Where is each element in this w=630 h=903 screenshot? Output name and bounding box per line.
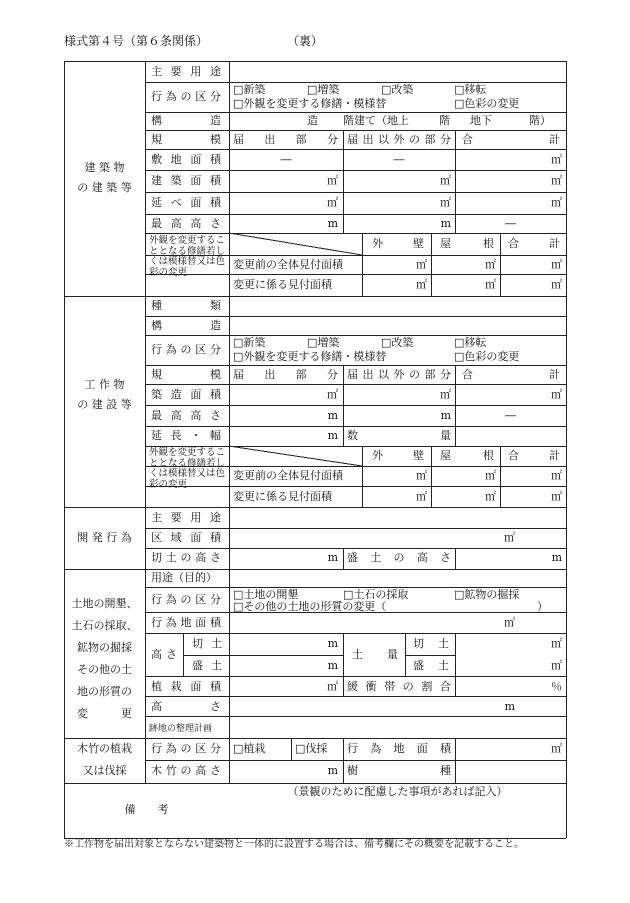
checkbox-cultivation: □土地の開墾 (233, 588, 299, 601)
unit-sqm: ㎡ (440, 196, 451, 209)
unit-m: m (551, 551, 562, 564)
row-label: 行 為 地 面 積 (151, 616, 221, 629)
row-label: 樹 種 (347, 764, 451, 777)
row-label: 高 さ (151, 648, 177, 661)
unit-sqm: ㎡ (551, 278, 562, 291)
unit-m: m (327, 409, 338, 422)
facade-row-label: 変更前の全体見付面積 (233, 258, 343, 271)
column-header: 外 壁 (372, 449, 424, 462)
unit-sqm: ㎡ (485, 258, 496, 271)
row-label: 延 長 ・ 幅 (151, 429, 221, 442)
row-label: 数 量 (347, 429, 451, 442)
column-header: 届 出 以 外 の 部 分 (347, 133, 451, 146)
row-label: 延 べ 面 積 (151, 196, 221, 209)
remarks-label: 備 考 (124, 803, 169, 816)
checkbox-rebuild: □改築 (381, 336, 414, 349)
reverse-side-label: （裏） (287, 34, 324, 48)
checkbox-relocate: □移転 (454, 83, 487, 96)
structure-floors: 階建て（地上 (343, 114, 409, 127)
unit-sqm: ㎡ (551, 174, 562, 187)
checkbox-rebuild: □改築 (381, 83, 414, 96)
unit-sqm: ㎡ (551, 637, 562, 650)
unit-sqm: ㎡ (485, 490, 496, 503)
unit-sqm: ㎡ (551, 258, 562, 271)
column-header: 合 計 (508, 237, 560, 250)
grid-diagonal (229, 233, 362, 255)
unit-m: m (327, 217, 338, 230)
checkbox-new: □新築 (233, 83, 266, 96)
section-label-land: その他の土 (77, 663, 132, 676)
form-number: 様式第４号（第６条関係） (64, 34, 209, 48)
unit-sqm: ㎡ (551, 469, 562, 482)
section-label-land: 地の形質の (77, 685, 132, 698)
grid-diagonal (229, 446, 362, 466)
row-label: 盛 土 (413, 659, 449, 672)
structure-zo: 造 (307, 114, 318, 127)
unit-sqm: ㎡ (416, 490, 427, 503)
dash: ― (505, 409, 516, 422)
column-header: 届 出 部 分 (233, 133, 338, 146)
dash: ― (505, 217, 516, 230)
section-label-trees: 木竹の植栽 (77, 742, 132, 755)
row-label: 高 さ (151, 700, 221, 713)
unit-sqm: ㎡ (504, 531, 515, 544)
column-header: 届 出 部 分 (233, 368, 338, 381)
section-label-structure: の 建 設 等 (77, 398, 132, 411)
checkbox-extend: □増築 (307, 336, 340, 349)
remarks-note: （景観のために配慮した事項があれば記入） (287, 785, 508, 798)
unit-sqm: ㎡ (440, 174, 451, 187)
section-label-development: 開 発 行 為 (77, 531, 132, 544)
checkbox-facade: □外観を変更する修繕・模様替 (233, 350, 387, 363)
row-label: 土 量 (352, 648, 398, 661)
unit-sqm: ㎡ (485, 278, 496, 291)
row-label: 用途（目的） (151, 571, 217, 584)
unit-sqm: ㎡ (416, 258, 427, 271)
dash: ― (280, 153, 292, 166)
footer-note: ※工作物を届出対象とならない建築物と一体的に設置する場合は、備考欄にその概要を記載すること。 (64, 839, 524, 850)
unit-sqm: ㎡ (327, 388, 338, 401)
unit-sqm: ㎡ (416, 469, 427, 482)
column-header: 届 出 以 外 の 部 分 (347, 368, 451, 381)
section-label-building: 建 築 物 (84, 161, 125, 174)
row-label: 切 土 (192, 637, 222, 650)
facade-note: 外観を変更することとなる修繕若しくは模様替又は色彩の変更 (149, 447, 226, 490)
checkbox-facade: □外観を変更する修繕・模様替 (233, 97, 387, 110)
unit-sqm: ㎡ (551, 153, 562, 166)
checkbox-felling: □伐採 (295, 742, 328, 755)
section-label-structure: 工 作 物 (84, 378, 125, 391)
checkbox-relocate: □移転 (454, 336, 487, 349)
checkbox-quarry: □土石の採取 (343, 588, 409, 601)
row-label: 種 類 (151, 299, 221, 312)
unit-sqm: ㎡ (551, 659, 562, 672)
row-label: 築 造 面 積 (151, 388, 221, 401)
column-header: 外 壁 (372, 237, 424, 250)
row-label: 規 模 (151, 368, 221, 381)
row-label: 主 要 用 途 (151, 65, 221, 78)
section-label-trees: 又は伐採 (82, 764, 127, 777)
row-label: 行 為 の 区 分 (151, 593, 221, 606)
row-label: 木 竹 の 高 さ (151, 764, 221, 777)
row-label: 行 為 の 区 分 (151, 343, 221, 356)
unit-sqm: ㎡ (327, 196, 338, 209)
row-label: 構 造 (151, 319, 221, 332)
row-label: 規 模 (151, 133, 221, 146)
dash: ― (393, 153, 405, 166)
row-label: 行 為 の 区 分 (151, 742, 221, 755)
checkbox-extend: □増築 (307, 83, 340, 96)
row-label: 盛 土 (192, 659, 222, 672)
unit-m: m (327, 637, 338, 650)
unit-percent: ％ (551, 680, 562, 693)
unit-sqm: ㎡ (551, 742, 562, 755)
facade-row-label: 変更に係る見付面積 (233, 278, 332, 291)
structure-floors: 階 (439, 114, 450, 127)
column-header: 屋 根 (440, 449, 494, 462)
unit-sqm: ㎡ (327, 680, 338, 693)
unit-m: m (327, 551, 338, 564)
row-label: 植 栽 面 積 (151, 680, 221, 693)
unit-m: m (504, 700, 515, 713)
checkbox-other: □その他の土地の形質の変更（ (233, 600, 387, 613)
row-label: 最 高 高 さ (151, 217, 221, 230)
column-header: 合 (462, 368, 473, 381)
unit-sqm: ㎡ (440, 388, 451, 401)
section-label-land: 土地の開墾、 (71, 597, 138, 610)
unit-sqm: ㎡ (504, 616, 515, 629)
checkbox-color: □色彩の変更 (454, 350, 520, 363)
unit-sqm: ㎡ (485, 469, 496, 482)
unit-sqm: ㎡ (327, 174, 338, 187)
row-label: 行 為 地 面 積 (347, 742, 451, 755)
checkbox-mining: □鉱物の掘採 (454, 588, 520, 601)
unit-m: m (327, 429, 338, 442)
unit-m: m (440, 409, 451, 422)
section-label-land: 土石の採取、 (71, 619, 138, 632)
unit-m: m (327, 764, 338, 777)
row-label: 建 築 面 積 (151, 174, 221, 187)
unit-m: m (327, 659, 338, 672)
facade-note: 外観を変更することとなる修繕若しくは模様替又は色彩の変更 (149, 235, 226, 278)
checkbox-color: □色彩の変更 (454, 97, 520, 110)
row-label: 行 為 の 区 分 (151, 90, 221, 103)
column-header: 計 (549, 133, 560, 146)
row-label: 最 高 高 さ (151, 409, 221, 422)
row-label: 緩 衝 帯 の 割 合 (347, 680, 451, 693)
row-label: 跡地の整理計画 (149, 724, 213, 734)
row-label: 切 土 (413, 637, 449, 650)
row-label: 盛 土 の 高 さ (347, 551, 451, 564)
column-header: 合 計 (508, 449, 560, 462)
checkbox-planting: □植栽 (233, 742, 266, 755)
section-label-land: 鉱物の掘採 (77, 641, 132, 654)
unit-sqm: ㎡ (551, 388, 562, 401)
structure-floors: 地下 (470, 114, 492, 127)
row-label: 切 土 の 高 さ (151, 551, 221, 564)
section-label-land: 変 更 (77, 707, 132, 720)
structure-floors: 階） (529, 114, 551, 127)
row-label: 区 域 面 積 (151, 531, 221, 544)
paren-close: ） (537, 600, 548, 613)
unit-sqm: ㎡ (551, 196, 562, 209)
column-header: 屋 根 (440, 237, 494, 250)
row-label: 主 要 用 途 (151, 511, 221, 524)
unit-sqm: ㎡ (416, 278, 427, 291)
row-label: 敷 地 面 積 (151, 153, 221, 166)
unit-m: m (440, 217, 451, 230)
unit-sqm: ㎡ (551, 490, 562, 503)
column-header: 合 (462, 133, 473, 146)
column-header: 計 (549, 368, 560, 381)
checkbox-new: □新築 (233, 336, 266, 349)
facade-row-label: 変更に係る見付面積 (233, 490, 332, 503)
row-label: 構 造 (151, 114, 221, 127)
facade-row-label: 変更前の全体見付面積 (233, 469, 343, 482)
section-label-building: の 建 築 等 (77, 181, 132, 194)
